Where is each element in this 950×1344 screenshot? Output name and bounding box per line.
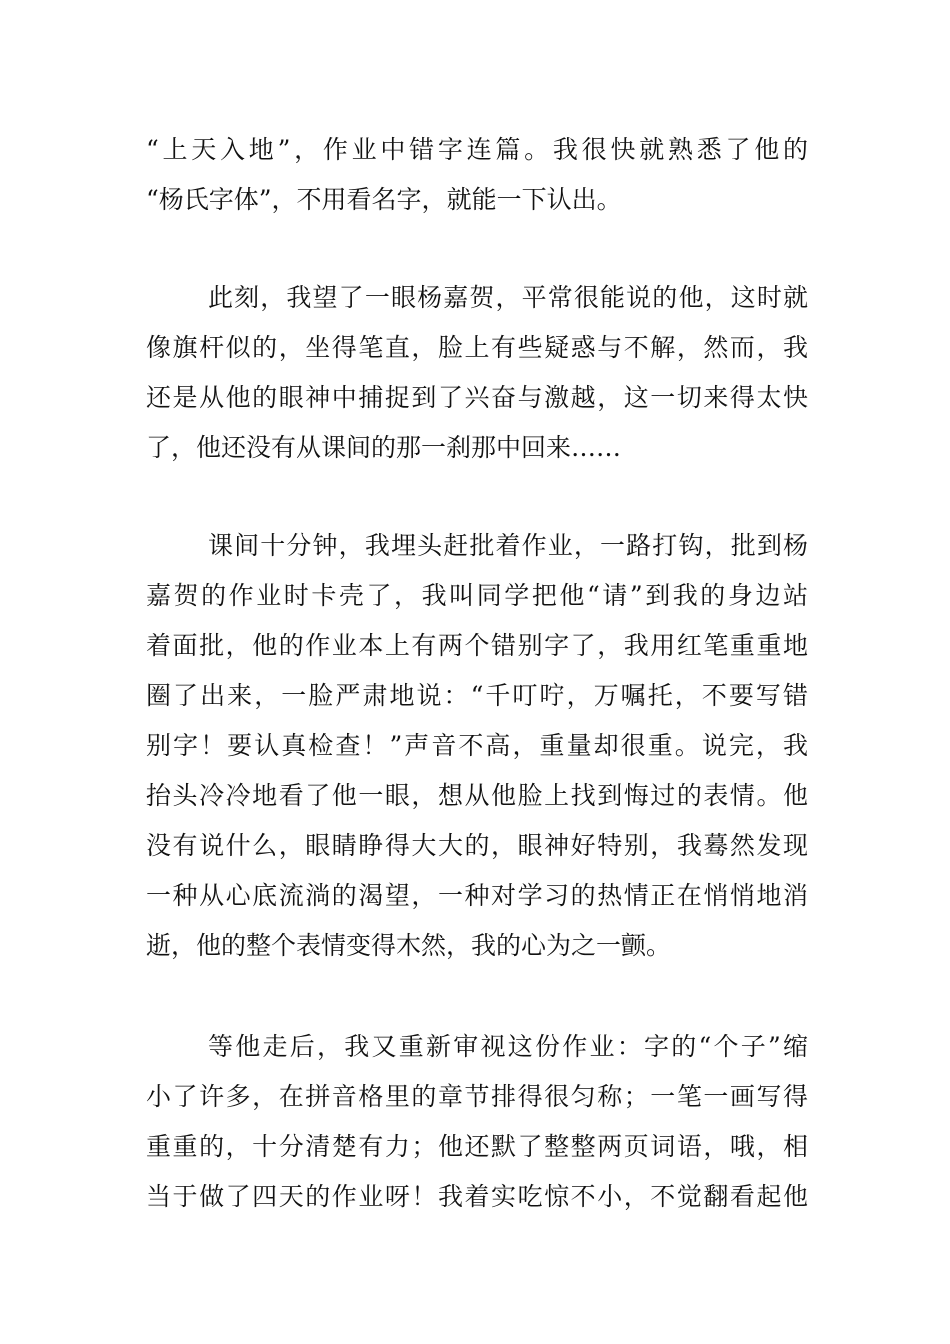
paragraph-2-line-4: 了，他还没有从课间的那一刹那中回来…… — [146, 433, 622, 462]
paragraph-4-line-1: 等他走后，我又重新审视这份作业：字的“个子”缩 — [208, 1032, 808, 1061]
paragraph-3-line-2: 嘉贺的作业时卡壳了，我叫同学把他“请”到我的身边站 — [146, 581, 808, 610]
paragraph-3-line-6: 抬头冷冷地看了他一眼，想从他脸上找到悔过的表情。他 — [146, 781, 808, 810]
paragraph-2-line-2: 像旗杆似的，坐得笔直，脸上有些疑惑与不解，然而，我 — [146, 333, 808, 362]
paragraph-4-line-4: 当于做了四天的作业呀！我着实吃惊不小，不觉翻看起他 — [146, 1182, 808, 1211]
paragraph-3-line-8: 一种从心底流淌的渴望，一种对学习的热情正在悄悄地消 — [146, 881, 808, 910]
paragraph-3-line-5: 别字！要认真检查！”声音不高，重量却很重。说完，我 — [146, 731, 808, 760]
paragraph-3-line-3: 着面批，他的作业本上有两个错别字了，我用红笔重重地 — [146, 631, 808, 660]
paragraph-3-line-4: 圈了出来，一脸严肃地说：“千叮咛，万嘱托，不要写错 — [146, 681, 808, 710]
paragraph-4-line-2: 小了许多，在拼音格里的章节排得很匀称；一笔一画写得 — [146, 1082, 808, 1111]
paragraph-1-line-2: “杨氏字体”，不用看名字，就能一下认出。 — [146, 185, 622, 214]
paragraph-2-line-3: 还是从他的眼神中捕捉到了兴奋与激越，这一切来得太快 — [146, 383, 808, 412]
paragraph-1-line-1: “上天入地”，作业中错字连篇。我很快就熟悉了他的 — [146, 135, 808, 164]
paragraph-3-line-7: 没有说什么，眼睛睁得大大的，眼神好特别，我蓦然发现 — [146, 831, 808, 860]
paragraph-4-line-3: 重重的，十分清楚有力；他还默了整整两页词语，哦，相 — [146, 1132, 808, 1161]
paragraph-2-line-1: 此刻，我望了一眼杨嘉贺，平常很能说的他，这时就 — [208, 283, 808, 312]
paragraph-3-line-9: 逝，他的整个表情变得木然，我的心为之一颤。 — [146, 931, 672, 960]
paragraph-3-line-1: 课间十分钟，我埋头赶批着作业，一路打钩，批到杨 — [208, 531, 808, 560]
